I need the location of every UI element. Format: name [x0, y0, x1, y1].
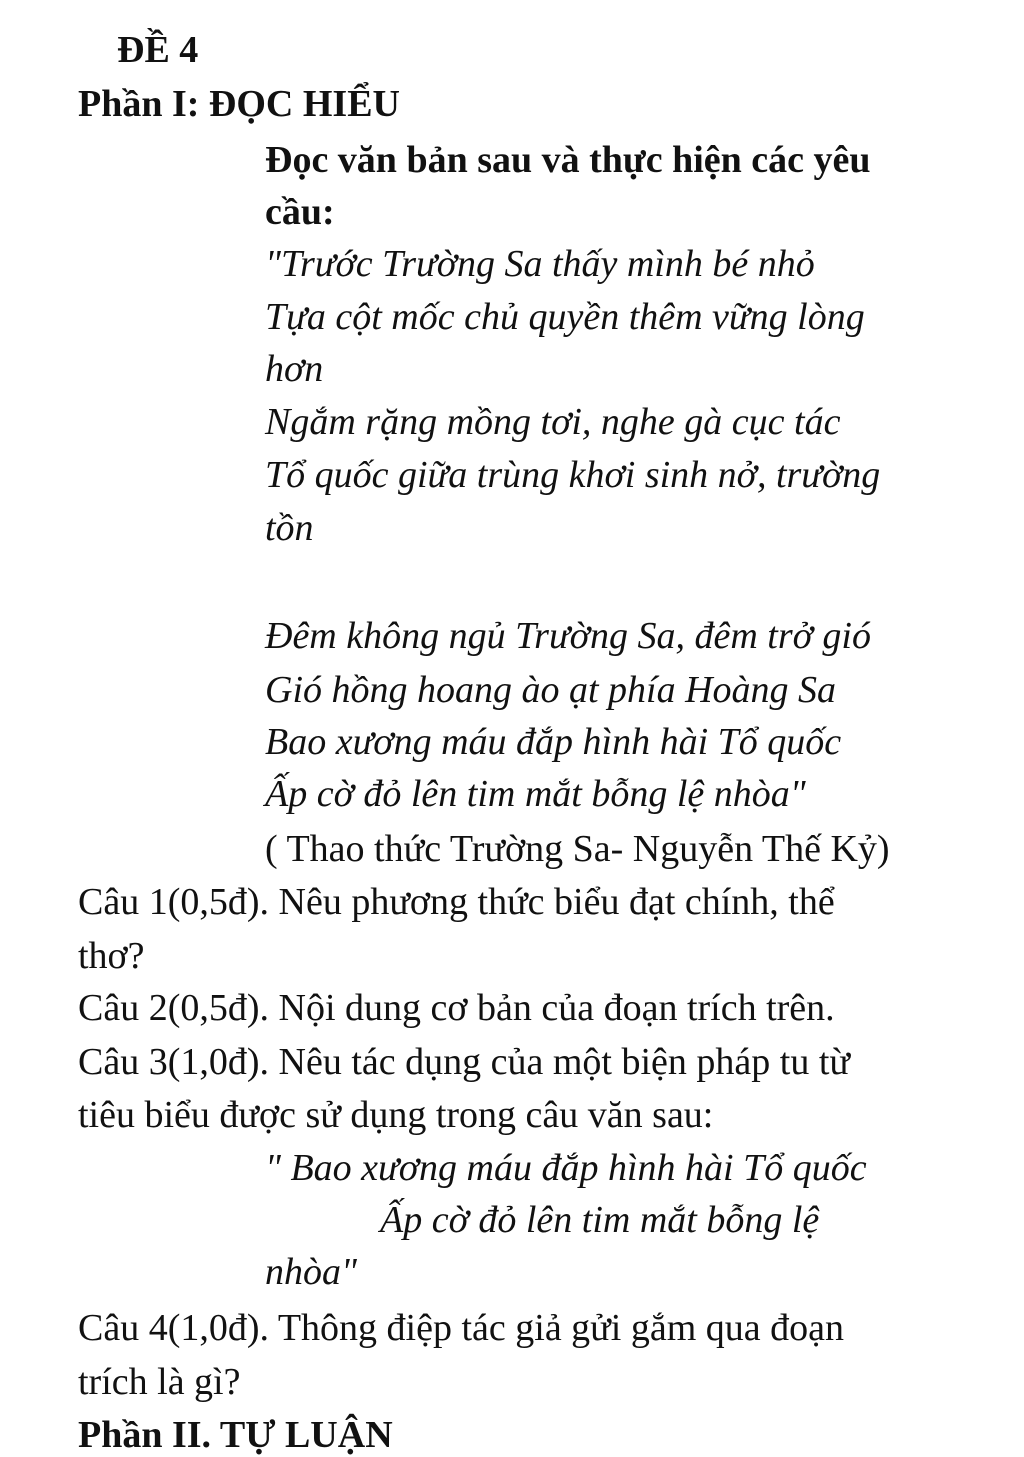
question-1-line-2: thơ?: [78, 935, 145, 977]
poem-line: Gió hồng hoang ào ạt phía Hoàng Sa: [265, 669, 837, 711]
question-1-line-1: Câu 1(0,5đ). Nêu phương thức biểu đạt chính, thể: [78, 881, 835, 923]
poem-line: tồn: [265, 507, 314, 549]
poem-line: Bao xương máu đắp hình hài Tổ quốc: [265, 721, 842, 763]
part1-heading: Phần I: ĐỌC HIỂU: [78, 83, 400, 125]
poem-line: "Trước Trường Sa thấy mình bé nhỏ: [265, 243, 815, 285]
question-4-line-2: trích là gì?: [78, 1361, 241, 1403]
poem-line: Ngắm rặng mồng tơi, nghe gà cục tác: [265, 401, 841, 443]
question-3-quote-line-3: nhòa": [265, 1251, 357, 1293]
poem-line: hơn: [265, 348, 324, 390]
instruction-line-2: cầu:: [265, 191, 335, 233]
question-3-line-1: Câu 3(1,0đ). Nêu tác dụng của một biện pháp tu từ: [78, 1041, 850, 1083]
question-3-quote-line-2: Ấp cờ đỏ lên tim mắt bỗng lệ: [380, 1199, 820, 1241]
instruction-line-1: Đọc văn bản sau và thực hiện các yêu: [265, 139, 871, 181]
question-2: Câu 2(0,5đ). Nội dung cơ bản của đoạn trích trên.: [78, 987, 835, 1029]
exam-title: ĐỀ 4: [117, 29, 199, 71]
poem-source: ( Thao thức Trường Sa- Nguyễn Thế Kỷ): [265, 828, 890, 870]
poem-line: Đêm không ngủ Trường Sa, đêm trở gió: [265, 615, 871, 657]
poem-line: Tựa cột mốc chủ quyền thêm vững lòng: [265, 296, 865, 338]
question-4-line-1: Câu 4(1,0đ). Thông điệp tác giả gửi gắm qua đoạn: [78, 1307, 844, 1349]
poem-line: Tổ quốc giữa trùng khơi sinh nở, trường: [265, 454, 881, 496]
part2-heading: Phần II. TỰ LUẬN: [78, 1414, 393, 1456]
poem-line: Ấp cờ đỏ lên tim mắt bỗng lệ nhòa": [265, 773, 806, 815]
question-3-quote-line-1: " Bao xương máu đắp hình hài Tổ quốc: [265, 1147, 867, 1189]
question-3-line-2: tiêu biểu được sử dụng trong câu văn sau:: [78, 1094, 714, 1136]
